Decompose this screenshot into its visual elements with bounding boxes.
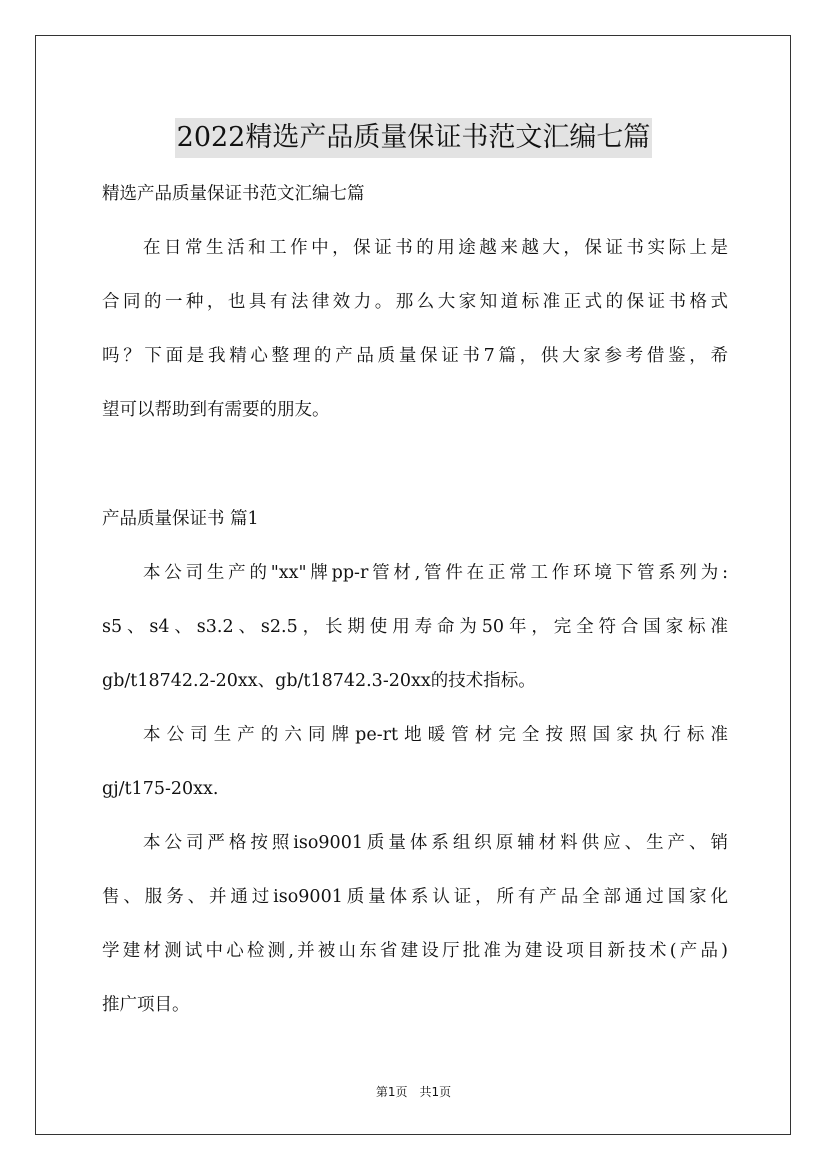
section-line-1: 本公司生产的"xx"牌pp-r管材,管件在正常工作环境下管系列为: bbox=[143, 563, 728, 583]
section-line-6: 本公司严格按照iso9001质量体系组织原辅材料供应、生产、销 bbox=[143, 833, 728, 853]
section-line-5: gj/t175-20xx. bbox=[102, 779, 219, 799]
page-footer: 第1页 共1页 bbox=[375, 1085, 452, 1099]
intro-line-2: 合同的一种，也具有法律效力。那么大家知道标准正式的保证书格式 bbox=[102, 292, 728, 312]
section-line-2: s5、s4、s3.2、s2.5，长期使用寿命为50年，完全符合国家标准 bbox=[102, 617, 728, 637]
document-title: 2022精选产品质量保证书范文汇编七篇 bbox=[175, 118, 653, 158]
section-line-4: 本公司生产的六同牌pe-rt地暖管材完全按照国家执行标准 bbox=[143, 725, 728, 745]
intro-line-4: 望可以帮助到有需要的朋友。 bbox=[102, 400, 330, 420]
section-line-8: 学建材测试中心检测,并被山东省建设厅批准为建设项目新技术(产品) bbox=[102, 941, 728, 961]
section-line-3: gb/t18742.2-20xx、gb/t18742.3-20xx的技术指标。 bbox=[102, 671, 536, 691]
title-container bbox=[0, 100, 827, 176]
intro-line-3: 吗？下面是我精心整理的产品质量保证书7篇，供大家参考借鉴，希 bbox=[102, 346, 728, 366]
section-line-7: 售、服务、并通过iso9001质量体系认证，所有产品全部通过国家化 bbox=[102, 887, 728, 907]
document-subtitle: 精选产品质量保证书范文汇编七篇 bbox=[102, 184, 365, 204]
section-line-9: 推广项目。 bbox=[102, 995, 190, 1015]
intro-line-1: 在日常生活和工作中，保证书的用途越来越大，保证书实际上是 bbox=[143, 238, 728, 258]
section-heading: 产品质量保证书 篇1 bbox=[102, 509, 259, 529]
